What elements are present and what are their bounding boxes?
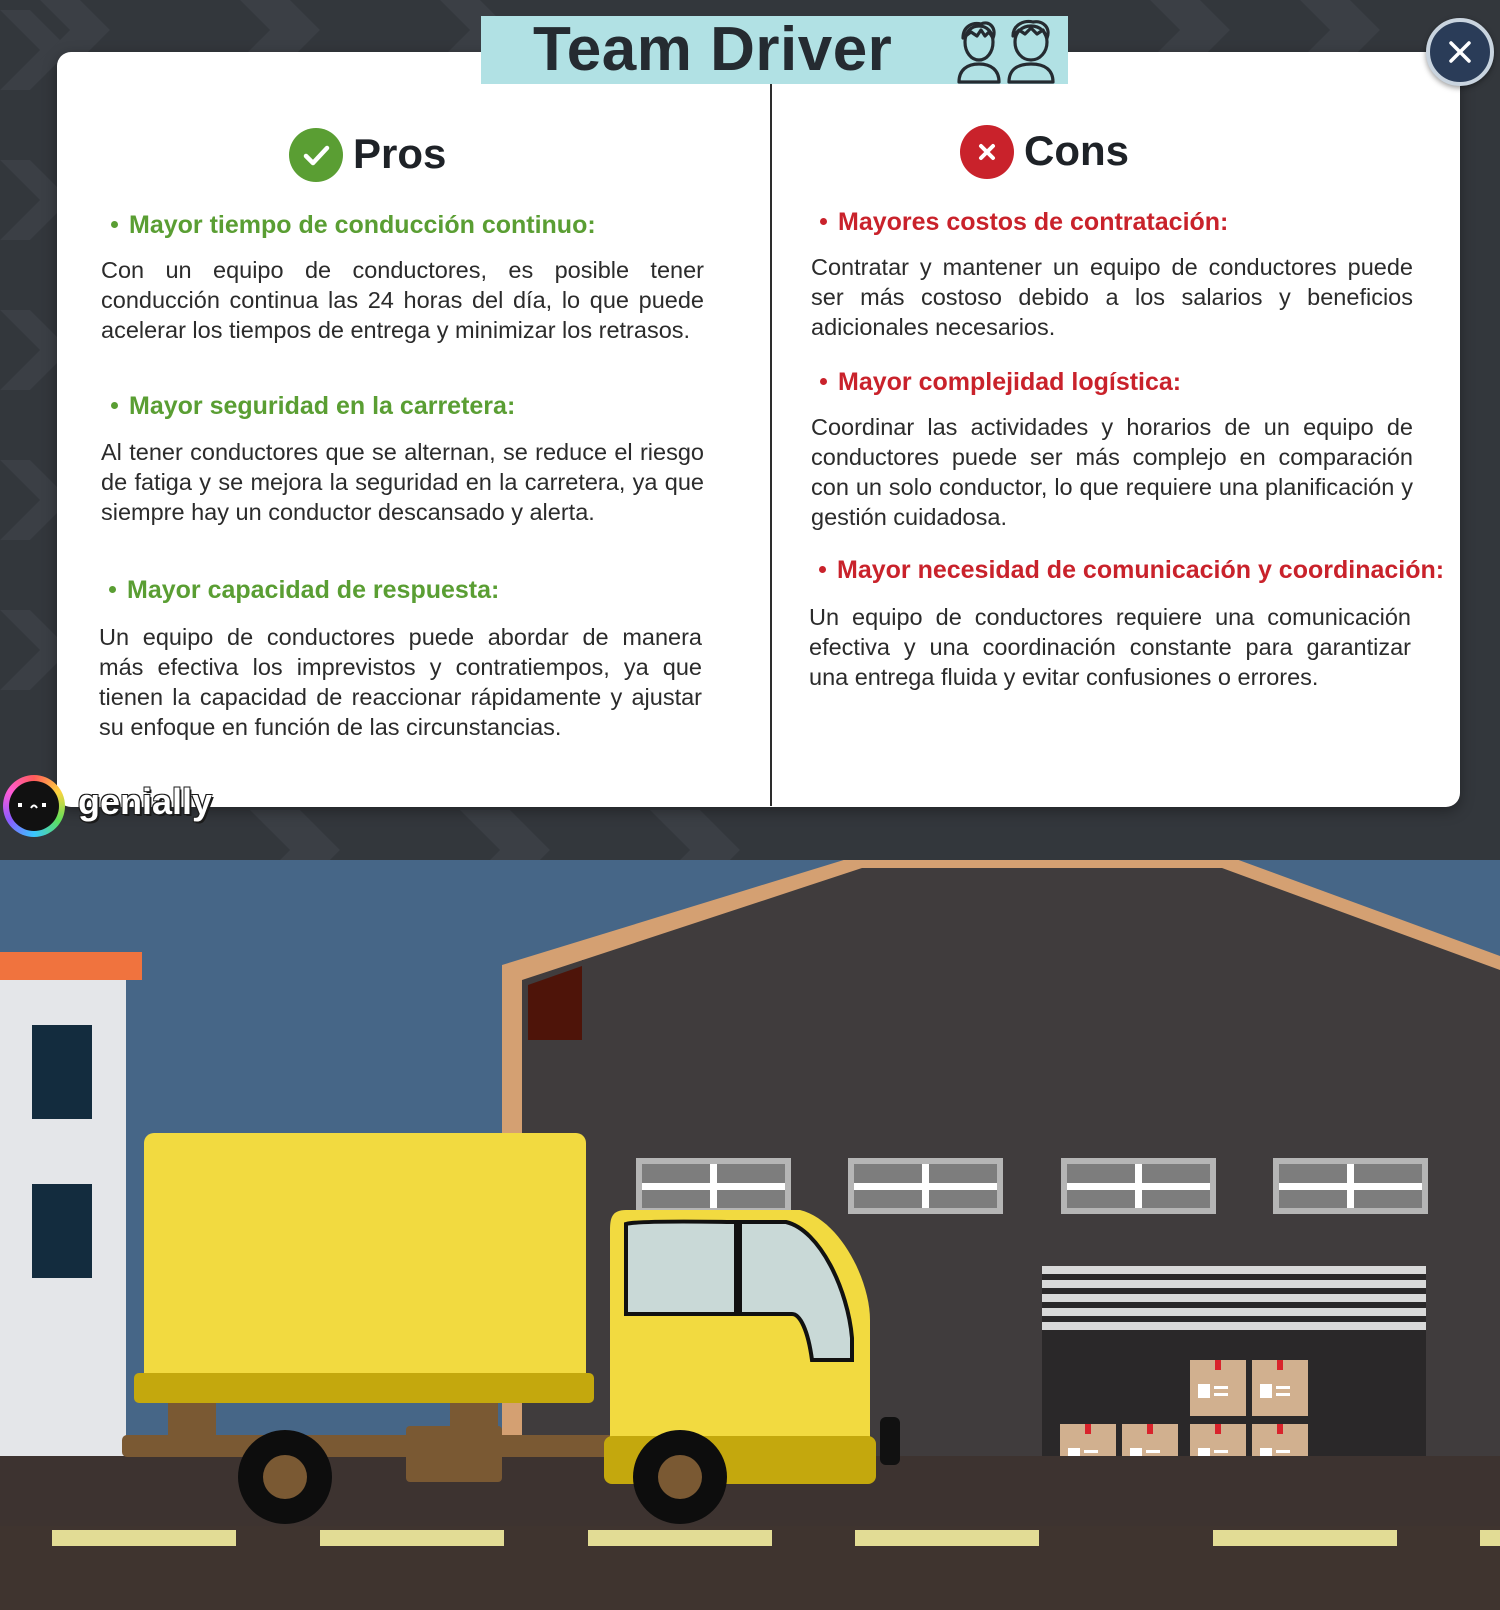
cons-item-body: Contratar y mantener un equipo de conductores puede ser más costoso debido a los salarios y beneficios adicionales necesarios. (811, 254, 1413, 340)
bullet-icon (820, 378, 827, 385)
cons-item-body: Un equipo de conductores requiere una comunicación efectiva y una coordinación constante para garantizar una entrega fluida y evitar confusiones o errores. (809, 604, 1411, 690)
x-icon (960, 125, 1014, 179)
pros-item-body: Al tener conductores que se alternan, se reduce el riesgo de fatiga y se mejora la seguridad en la carretera, ya que siempre hay un conductor descansado y alerta. (101, 439, 704, 525)
cons-item-body: Coordinar las actividades y horarios de un equipo de conductores puede ser más complejo en comparación con un solo conductor, lo que requiere una planificación y gestión cuidadosa. (811, 414, 1413, 530)
genially-logo[interactable] (0, 772, 230, 842)
cons-item-title: Mayor necesidad de comunicación y coordinación: (819, 555, 1444, 585)
pros-item-title: Mayor seguridad en la carretera: (111, 391, 515, 421)
pros-heading: Pros (353, 130, 447, 177)
genially-face-icon (18, 800, 56, 814)
column-divider (770, 84, 772, 806)
bullet-icon (109, 586, 116, 593)
bullet-icon (820, 218, 827, 225)
pros-item-body: Con un equipo de conductores, es posible tener conducción continua las 24 horas del día, lo que puede acelerar los tiempos de entrega y minimizar los retrasos. (101, 257, 704, 343)
genially-wordmark: genially (78, 781, 213, 822)
close-icon (1446, 38, 1474, 66)
pros-item-title: Mayor capacidad de respuesta: (109, 575, 499, 605)
close-button[interactable] (1426, 18, 1494, 86)
pros-item-title: Mayor tiempo de conducción continuo: (111, 210, 596, 240)
cons-heading: Cons (1024, 127, 1129, 174)
title-banner (481, 16, 1068, 84)
bullet-icon (111, 221, 118, 228)
cons-item-title: Mayor complejidad logística: (820, 367, 1181, 397)
team-drivers-icon (951, 18, 1061, 84)
page-title: Team Driver (533, 15, 893, 84)
office-building (0, 952, 142, 1492)
cons-item-title: Mayores costos de contratación: (820, 207, 1228, 237)
pros-item-body: Un equipo de conductores puede abordar de manera más efectiva los imprevistos y contratiempos, ya que tienen la capacidad de reaccionar rápidamente y ajustar su enfoque en función de las circunstancias. (99, 624, 702, 740)
check-icon (289, 128, 343, 182)
bullet-icon (819, 566, 826, 573)
bullet-icon (111, 402, 118, 409)
warehouse-truck-scene (0, 860, 1500, 1610)
